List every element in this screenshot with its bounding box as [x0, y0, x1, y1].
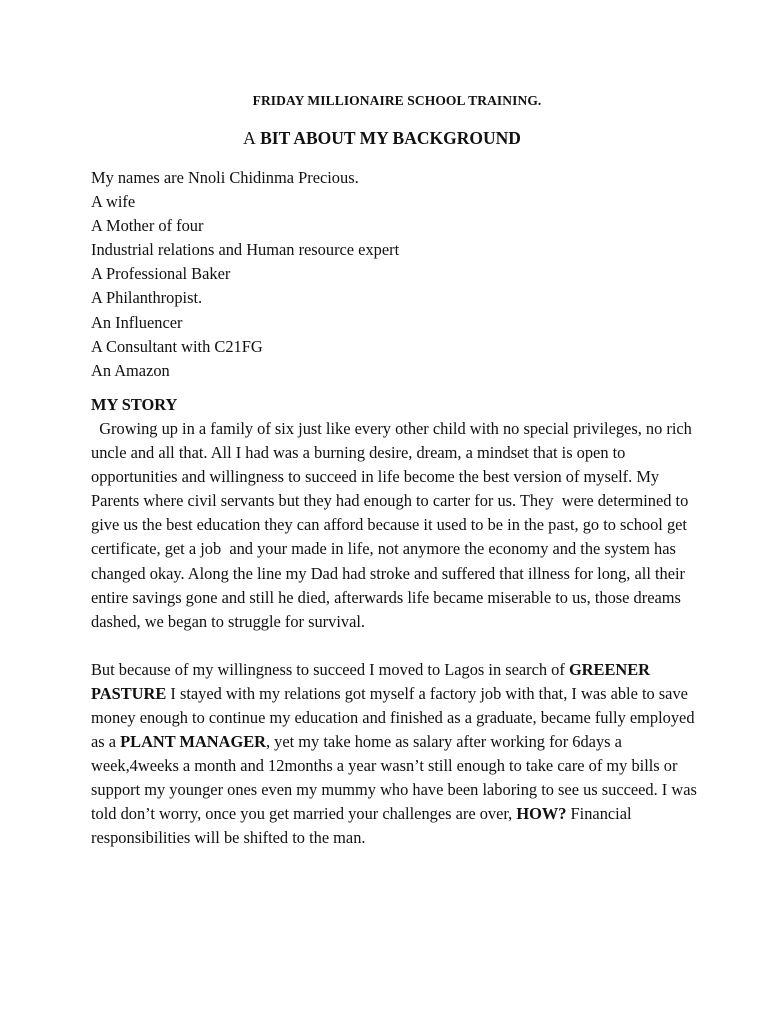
intro-line: An Amazon — [91, 360, 170, 380]
story-paragraph-1: Growing up in a family of six just like every other child with no special privileges, no rich uncle and all that. All I had was a burning desire, dream, a mindset that is open to opportunities and willingness to succeed in life become the best version of myself. My Parents where civil servants but they had enough to carter for us. They were determined to give us the best education they can afford because it used to be in the past, go to school get certificate, get a job and your made in life, not anymore the economy and the system has changed okay. Along the line my Dad had stroke and suffered that illness for long, all their entire savings gone and still he died, afterwards life became miserable to us, those dreams dashed, we began to struggle for survival. — [91, 418, 696, 631]
story-paragraph-2 — [91, 658, 711, 851]
intro-line: A Mother of four — [91, 216, 204, 236]
document-body — [91, 166, 711, 851]
paragraph-2-text-2: I stayed with my relations got myself a factory job with that, I was able to save money enough to continue my education and finished as a graduate, became fully employed as a — [91, 683, 695, 752]
document-title: FRIDAY MILLIONAIRE SCHOOL TRAINING. — [252, 93, 542, 108]
intro-line: My names are Nnoli Chidinma Precious. — [91, 168, 359, 187]
intro-list — [91, 166, 711, 383]
how-emphasis: HOW? — [516, 804, 567, 824]
subtitle-rest: BIT ABOUT MY BACKGROUND — [255, 128, 521, 148]
document-subtitle — [0, 128, 764, 149]
plant-manager-emphasis: PLANT MANAGER — [120, 732, 266, 752]
greener-pasture-emphasis: GREENER PASTURE — [91, 659, 650, 703]
intro-line: A Consultant with C21FG — [91, 336, 263, 356]
intro-line: A wife — [91, 192, 136, 212]
story-heading: MY STORY — [91, 394, 178, 414]
intro-line: Industrial relations and Human resource expert — [91, 240, 400, 260]
paragraph-2-text-4: Financial responsibilities will be shifted to the man. — [91, 804, 632, 848]
paragraph-2-text-3: , yet my take home as salary after working for 6days a week,4weeks a month and 12months a year wasn’t still enough to take care of my bills or support my younger ones even my mummy who have been laboring to see us succeed. I was told don’t worry, once you get married your challenges are over, — [91, 732, 697, 824]
intro-line: A Philanthropist. — [91, 288, 203, 308]
intro-line: An Influencer — [91, 312, 183, 332]
intro-line: A Professional Baker — [91, 264, 231, 284]
subtitle-first-letter: A — [243, 128, 256, 148]
paragraph-2-text-1: But because of my willingness to succeed I moved to Lagos in search of — [91, 659, 569, 679]
